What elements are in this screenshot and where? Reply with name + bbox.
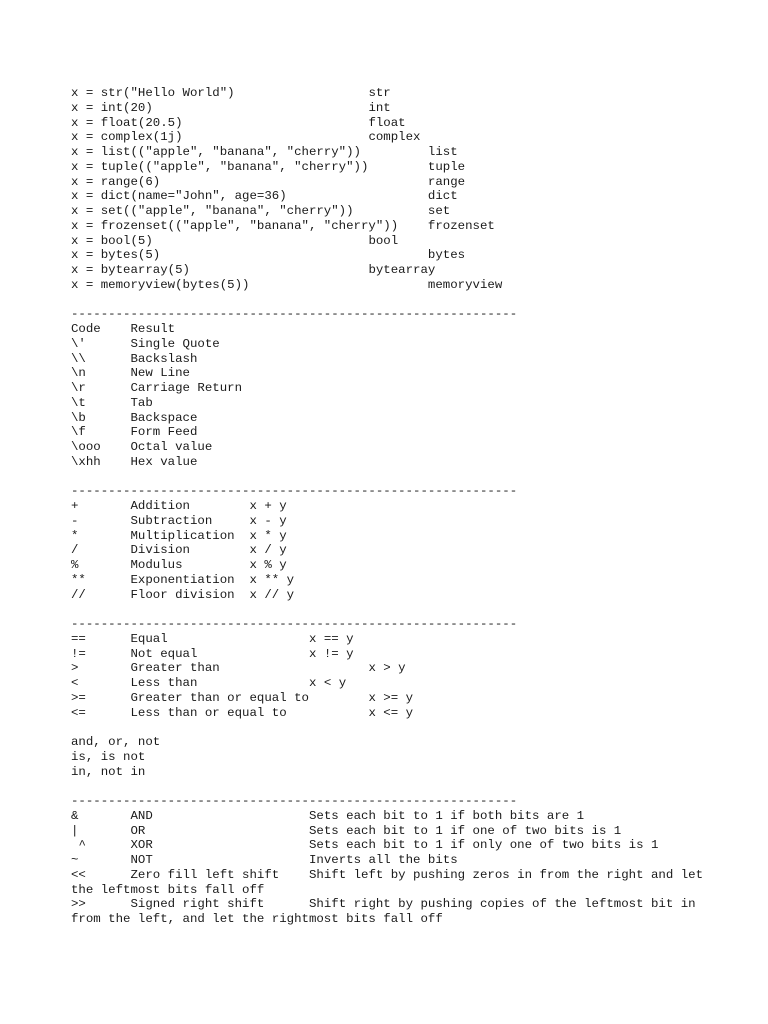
document-body (71, 86, 711, 927)
bitwise-operators-section: ------------------------------------------------------------ & AND Sets each bit to 1 if both bits are 1 | OR Sets each bit to 1 if one of two bits is 1 ^ XOR Sets each bit to 1 if only one of two bits is 1 ~ NOT Inverts all the bits << Zero fill left shift Shift left by pushing zeros in from the right and let the leftmost bits fall off >> Signed right shift Shift right by pushing copies of the leftmost bit in from the left, and let the rightmost bits fall off (71, 794, 704, 926)
escape-characters-section: ------------------------------------------------------------ Code Result \' Single Quote \\ Backslash \n New Line \r Carriage Return \t Tab \b Backspace \f Form Feed \ooo Octal value \xhh Hex value (71, 307, 518, 469)
logical-identity-membership-section: and, or, not is, is not in, not in (71, 735, 161, 779)
data-types-section: x = str("Hello World") str x = int(20) int x = float(20.5) float x = complex(1j) complex x = list(("apple", "banana", "cherry")) list x = tuple(("apple", "banana", "cherry")) tuple x = range(6) range x = dict(name="John", age=36) dict x = set(("apple", "banana", "cherry")) set x = frozenset(("apple", "banana", "cherry")) frozenset x = bool(5) bool x = bytes(5) bytes x = bytearray(5) bytearray x = memoryview(bytes(5)) memoryview (71, 86, 503, 292)
arithmetic-operators-section: ------------------------------------------------------------ + Addition x + y - Subtraction x - y * Multiplication x * y / Division x / y % Modulus x % y ** Exponentiation x ** y // Floor division x // y (71, 484, 518, 602)
comparison-operators-section: ------------------------------------------------------------ == Equal x == y != Not equal x != y > Greater than x > y < Less than x < y >= Greater than or equal to x >= y <= Less than or equal to x <= y (71, 617, 518, 720)
